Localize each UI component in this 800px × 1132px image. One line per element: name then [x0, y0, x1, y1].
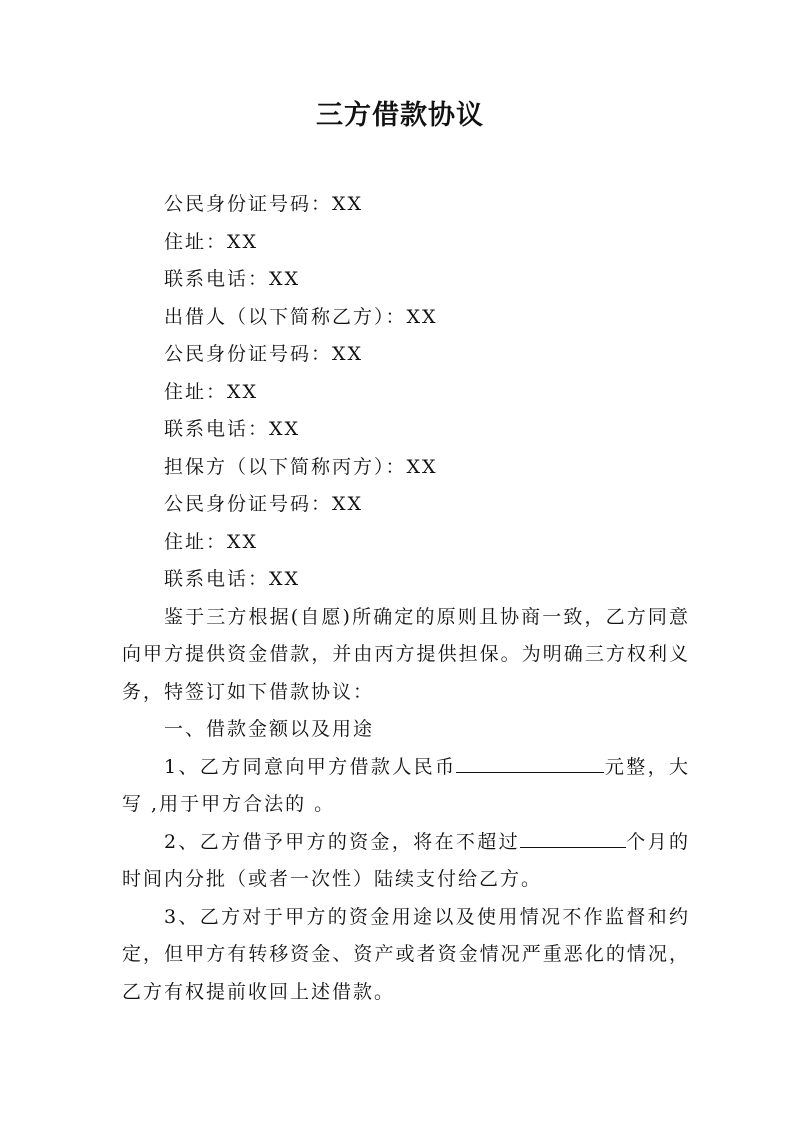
party-line: 联系电话：XX [164, 418, 301, 440]
clause-3-paragraph: 3、乙方对于甲方的资金用途以及使用情况不作监督和约定，但甲方有转移资金、资产或者资金情况严重恶化的情况，乙方有权提前收回上述借款。 [122, 905, 690, 1003]
document-body [122, 186, 690, 1011]
party-line: 公民身份证号码：XX [164, 493, 364, 515]
party-line: 住址：XX [164, 380, 259, 403]
party-line: 住址：XX [164, 230, 259, 253]
party-line: 公民身份证号码：XX [164, 193, 364, 215]
party-line: 住址：XX [164, 530, 259, 553]
preamble-paragraph: 鉴于三方根据(自愿)所确定的原则且协商一致，乙方同意向甲方提供资金借款，并由丙方提供担保。为明确三方权利义务，特签订如下借款协议： [122, 605, 690, 703]
clause-1-text-before: 1、乙方同意向甲方借款人民币 [164, 755, 457, 778]
clause-2-text-before: 2、乙方借予甲方的资金，将在不超过 [164, 830, 520, 853]
party-line: 出借人（以下简称乙方）：XX [164, 305, 438, 328]
clause-1-text-after: 元整，大写 ,用于甲方合法的 。 [122, 755, 690, 815]
months-blank [520, 828, 626, 848]
amount-blank [456, 753, 604, 773]
party-line: 担保方（以下简称丙方）：XX [164, 455, 438, 478]
party-line: 联系电话：XX [164, 568, 301, 590]
clause-2-text-after: 个月的时间内分批（或者一次性）陆续支付给乙方。 [122, 830, 690, 890]
document-title: 三方借款协议 [316, 100, 484, 131]
clause-1-paragraph [122, 749, 690, 824]
party-line: 联系电话：XX [164, 268, 301, 290]
section-heading: 一、借款金额以及用途 [164, 718, 375, 740]
party-line: 公民身份证号码：XX [164, 343, 364, 365]
clause-2-paragraph [122, 824, 690, 899]
